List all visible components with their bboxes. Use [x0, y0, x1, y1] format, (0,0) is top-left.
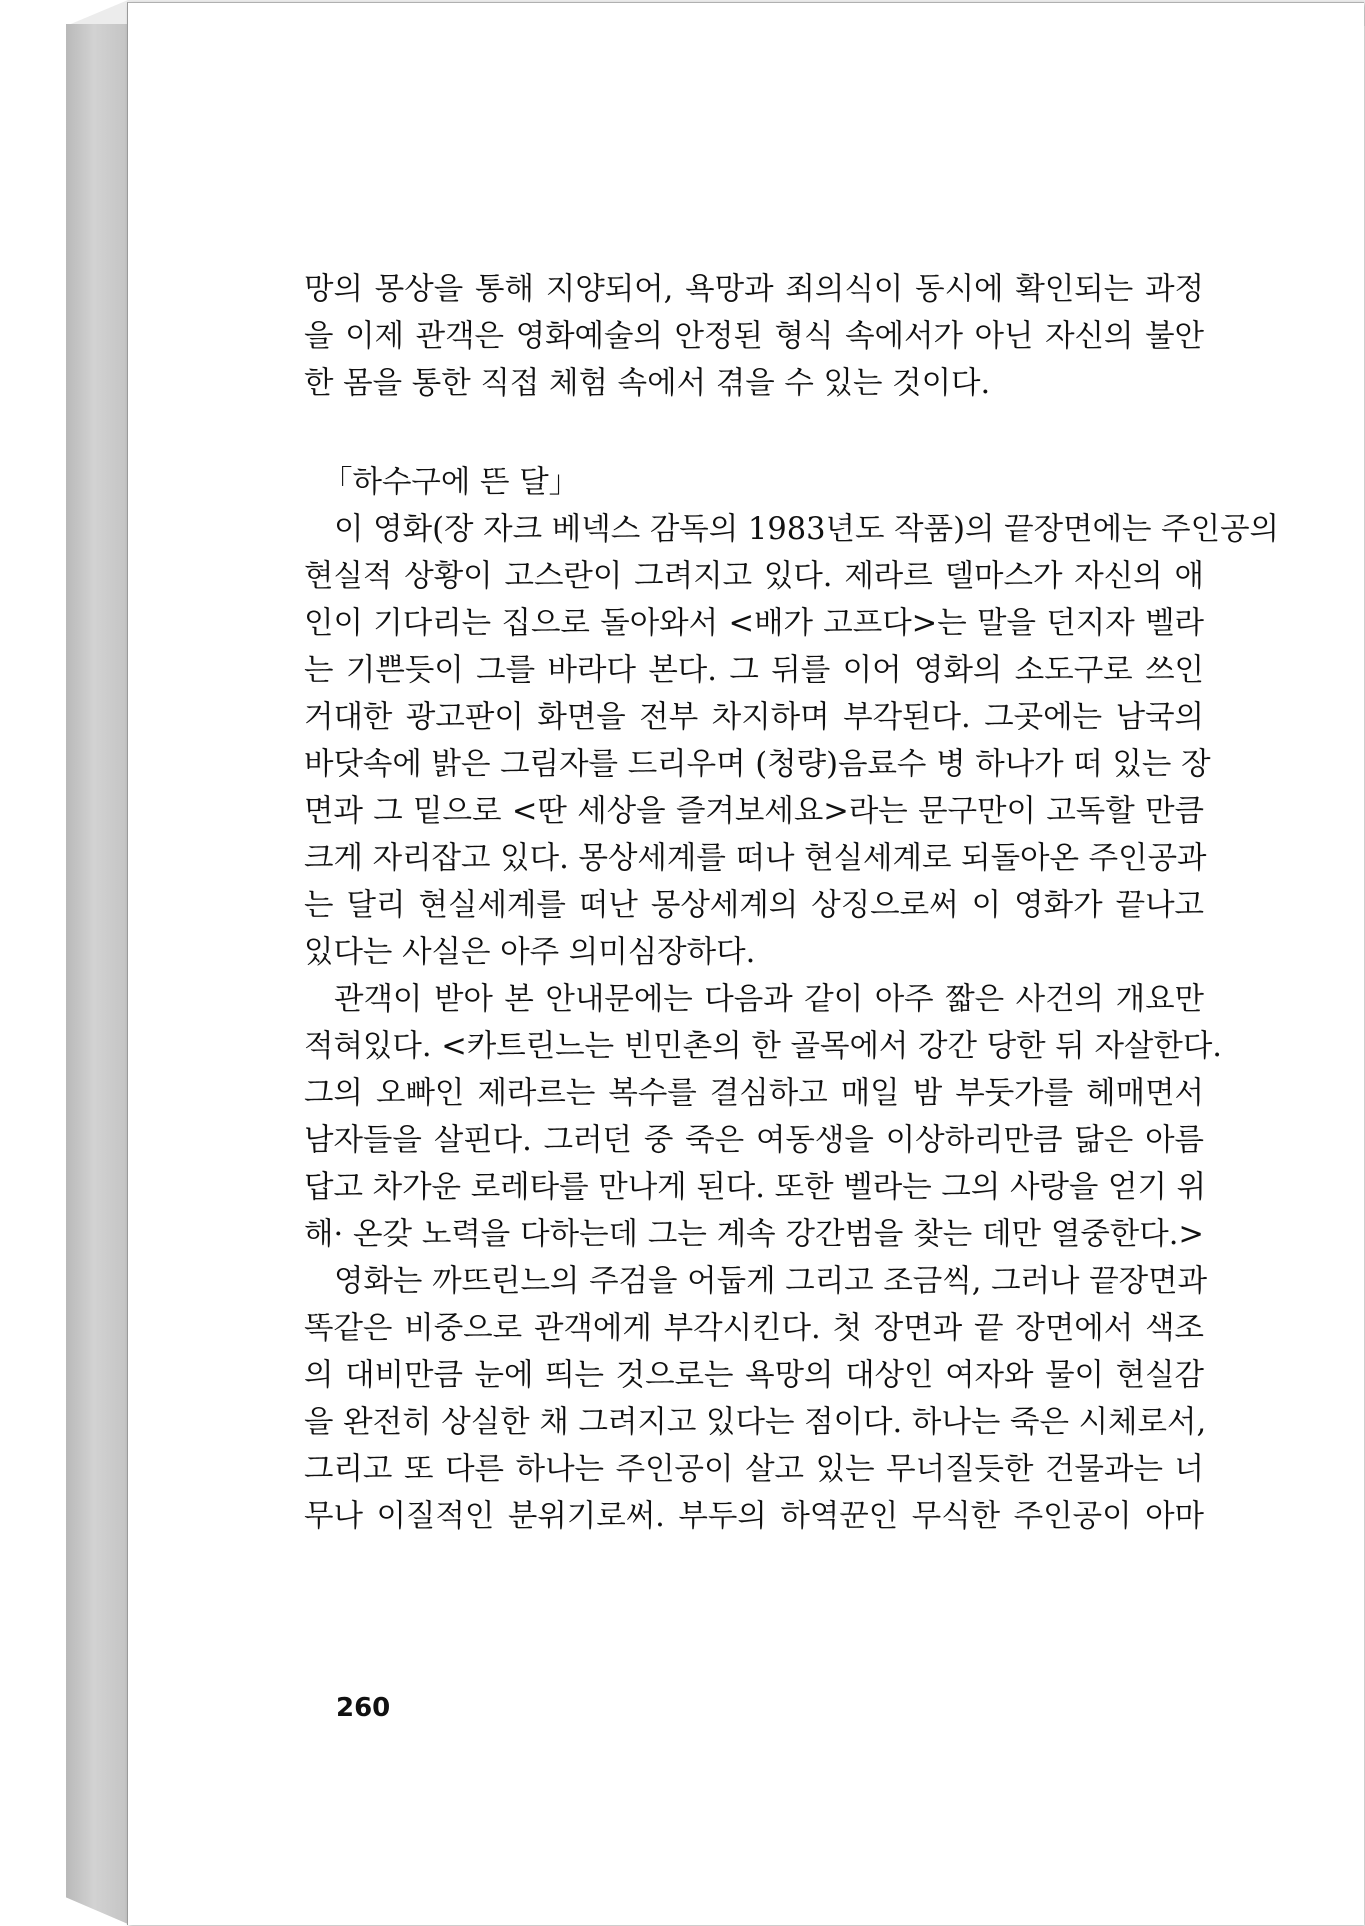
book-spine [66, 24, 128, 1924]
text-line: 관객이 받아 본 안내문에는 다음과 같이 아주 짧은 사건의 개요만 [334, 982, 1204, 1017]
text-line: 한 몸을 통한 직접 체험 속에서 겪을 수 있는 것이다. [304, 366, 991, 401]
text-line: 인이 기다리는 집으로 돌아와서 <배가 고프다>는 말을 던지자 벨라 [304, 606, 1204, 641]
text-line: 는 달리 현실세계를 떠난 몽상세계의 상징으로써 이 영화가 끝나고 [304, 888, 1204, 923]
text-line: 똑같은 비중으로 관객에게 부각시킨다. 첫 장면과 끝 장면에서 색조 [304, 1311, 1204, 1346]
text-line: 현실적 상황이 고스란이 그려지고 있다. 제라르 델마스가 자신의 애 [304, 559, 1204, 594]
page-text [304, 266, 1280, 1540]
paragraph-film-ending [304, 506, 1280, 976]
text-line: 영화는 까뜨린느의 주검을 어둡게 그리고 조금씩, 그러나 끝장면과 [334, 1264, 1208, 1299]
section-title: 「하수구에 뜬 달」 [322, 465, 580, 500]
text-line: 는 기쁜듯이 그를 바라다 본다. 그 뒤를 이어 영화의 소도구로 쓰인 [304, 653, 1204, 688]
text-line: 이 영화(장 자크 베넥스 감독의 1983년도 작품)의 끝장면에는 주인공의 [334, 512, 1280, 547]
text-line: 을 완전히 상실한 채 그려지고 있다는 점이다. 하나는 죽은 시체로서, [304, 1405, 1207, 1440]
text-line: 그의 오빠인 제라르는 복수를 결심하고 매일 밤 부둣가를 헤매면서 [304, 1076, 1204, 1111]
paragraph-analysis [304, 1258, 1208, 1540]
text-line: 해· 온갖 노력을 다하는데 그는 계속 강간범을 찾는 데만 열중한다.> [304, 1217, 1204, 1252]
text-line: 거대한 광고판이 화면을 전부 차지하며 부각된다. 그곳에는 남국의 [304, 700, 1204, 735]
text-line: 의 대비만큼 눈에 띄는 것으로는 욕망의 대상인 여자와 물이 현실감 [304, 1358, 1204, 1393]
page-number: 260 [336, 1693, 391, 1723]
text-line: 크게 자리잡고 있다. 몽상세계를 떠나 현실세계로 되돌아온 주인공과 [304, 841, 1207, 876]
text-line: 무나 이질적인 분위기로써. 부두의 하역꾼인 무식한 주인공이 아마 [304, 1499, 1204, 1534]
paragraph-continuation [304, 266, 1204, 407]
paragraph-gap [304, 407, 1204, 459]
text-line: 면과 그 밑으로 <딴 세상을 즐겨보세요>라는 문구만이 고독할 만큼 [304, 794, 1204, 829]
text-line: 그리고 또 다른 하나는 주인공이 살고 있는 무너질듯한 건물과는 너 [304, 1452, 1204, 1487]
text-line: 바닷속에 밝은 그림자를 드리우며 (청량)음료수 병 하나가 떠 있는 장 [304, 747, 1211, 782]
text-line: 답고 차가운 로레타를 만나게 된다. 또한 벨라는 그의 사랑을 얻기 위 [304, 1170, 1207, 1205]
text-line: 적혀있다. <카트린느는 빈민촌의 한 골목에서 강간 당한 뒤 자살한다. [304, 1029, 1223, 1064]
text-line: 을 이제 관객은 영화예술의 안정된 형식 속에서가 아닌 자신의 불안 [304, 319, 1204, 354]
text-line: 남자들을 살핀다. 그러던 중 죽은 여동생을 이상하리만큼 닮은 아름 [304, 1123, 1204, 1158]
text-line: 있다는 사실은 아주 의미심장하다. [304, 935, 756, 970]
text-line: 망의 몽상을 통해 지양되어, 욕망과 죄의식이 동시에 확인되는 과정 [304, 272, 1204, 307]
paragraph-synopsis [304, 976, 1223, 1258]
